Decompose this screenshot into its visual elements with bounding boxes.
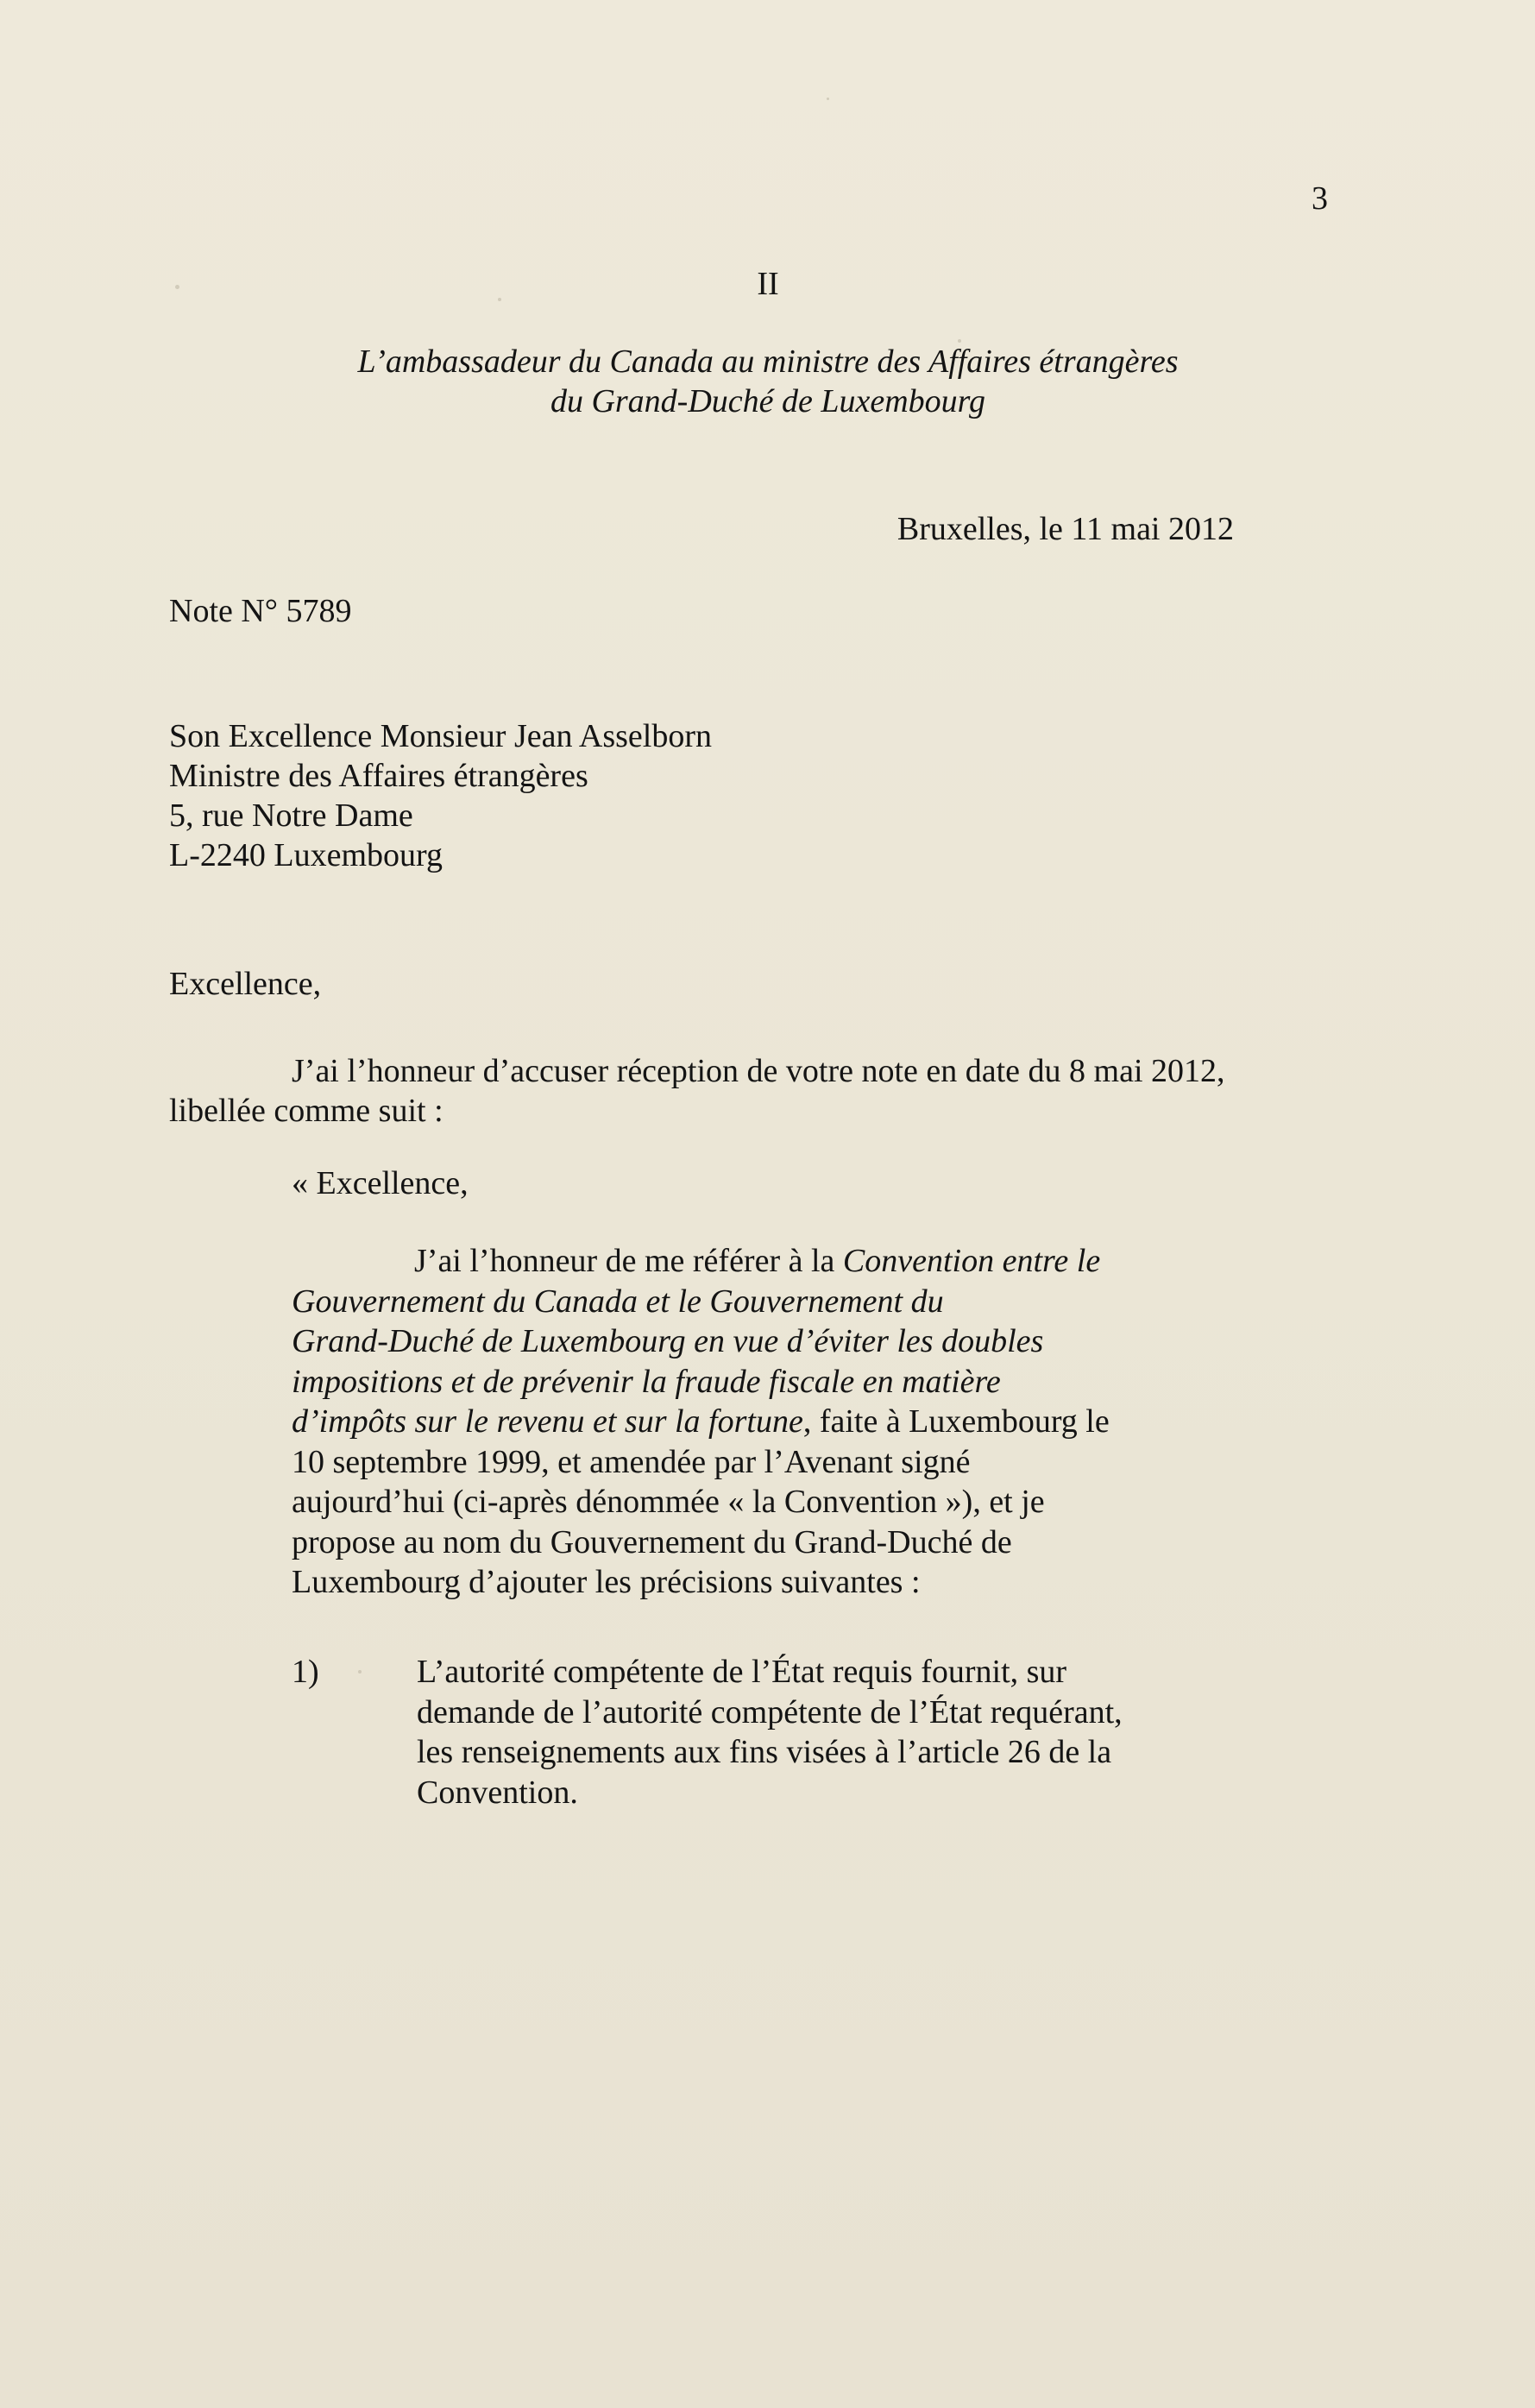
convention-title-line: Grand-Duché de Luxembourg en vue d’éviter les doubles <box>292 1323 1044 1359</box>
paragraph-line: propose au nom du Gouvernement du Grand-Duché de <box>292 1523 1012 1560</box>
recipient-address <box>169 716 712 875</box>
letter-heading <box>259 342 1277 421</box>
note-number: Note N° 5789 <box>169 593 352 629</box>
paragraph-line <box>292 1402 1206 1442</box>
list-item-line: demande de l’autorité compétente de l’État requérant, <box>417 1693 1123 1730</box>
salutation: Excellence, <box>169 966 322 1002</box>
paragraph-line: libellée comme suit : <box>169 1093 444 1129</box>
address-line: L-2240 Luxembourg <box>169 837 443 873</box>
scan-speck <box>958 339 961 343</box>
paragraph-acknowledgement <box>169 1051 1334 1131</box>
address-line: Ministre des Affaires étrangères <box>169 758 588 794</box>
paragraph-line: J’ai l’honneur d’accuser réception de votre note en date du 8 mai 2012, <box>292 1053 1225 1089</box>
letter-date: Bruxelles, le 11 mai 2012 <box>896 511 1234 547</box>
list-item-number: 1) <box>292 1654 319 1690</box>
page-number: 3 <box>1312 180 1328 217</box>
paragraph-line <box>292 1241 1206 1282</box>
address-line: Son Excellence Monsieur Jean Asselborn <box>169 718 712 754</box>
convention-title-run: d’impôts sur le revenu et sur la fortune <box>292 1403 803 1440</box>
convention-title-run: Convention entre le <box>842 1243 1101 1279</box>
heading-line-1: L’ambassadeur du Canada au ministre des Affaires étrangères <box>357 344 1179 380</box>
text-run: , faite à Luxembourg le <box>802 1403 1110 1440</box>
list-item-line: L’autorité compétente de l’État requis fournit, sur <box>417 1654 1067 1690</box>
heading-line-2: du Grand-Duché de Luxembourg <box>550 383 986 419</box>
list-item-line: Convention. <box>417 1774 578 1811</box>
text-run: J’ai l’honneur de me référer à la <box>414 1243 843 1279</box>
paragraph-line: 10 septembre 1999, et amendée par l’Avenant signé <box>292 1443 971 1480</box>
address-line: 5, rue Notre Dame <box>169 797 413 834</box>
quoted-salutation: « Excellence, <box>292 1165 469 1201</box>
list-item-text <box>417 1652 1262 1812</box>
paragraph-line: aujourd’hui (ci-après dénommée « la Convention »), et je <box>292 1484 1045 1520</box>
scan-speck <box>498 298 501 301</box>
convention-title-line: Gouvernement du Canada et le Gouvernement du <box>292 1283 944 1320</box>
convention-title-line: impositions et de prévenir la fraude fiscale en matière <box>292 1363 1001 1400</box>
paragraph-line: Luxembourg d’ajouter les précisions suivantes : <box>292 1564 921 1600</box>
scan-speck <box>175 285 179 289</box>
scan-speck <box>358 1670 362 1674</box>
paragraph-convention-reference <box>292 1241 1206 1603</box>
list-item-line: les renseignements aux fins visées à l’article 26 de la <box>417 1734 1112 1770</box>
scan-speck <box>827 98 829 100</box>
section-number: II <box>757 266 779 302</box>
